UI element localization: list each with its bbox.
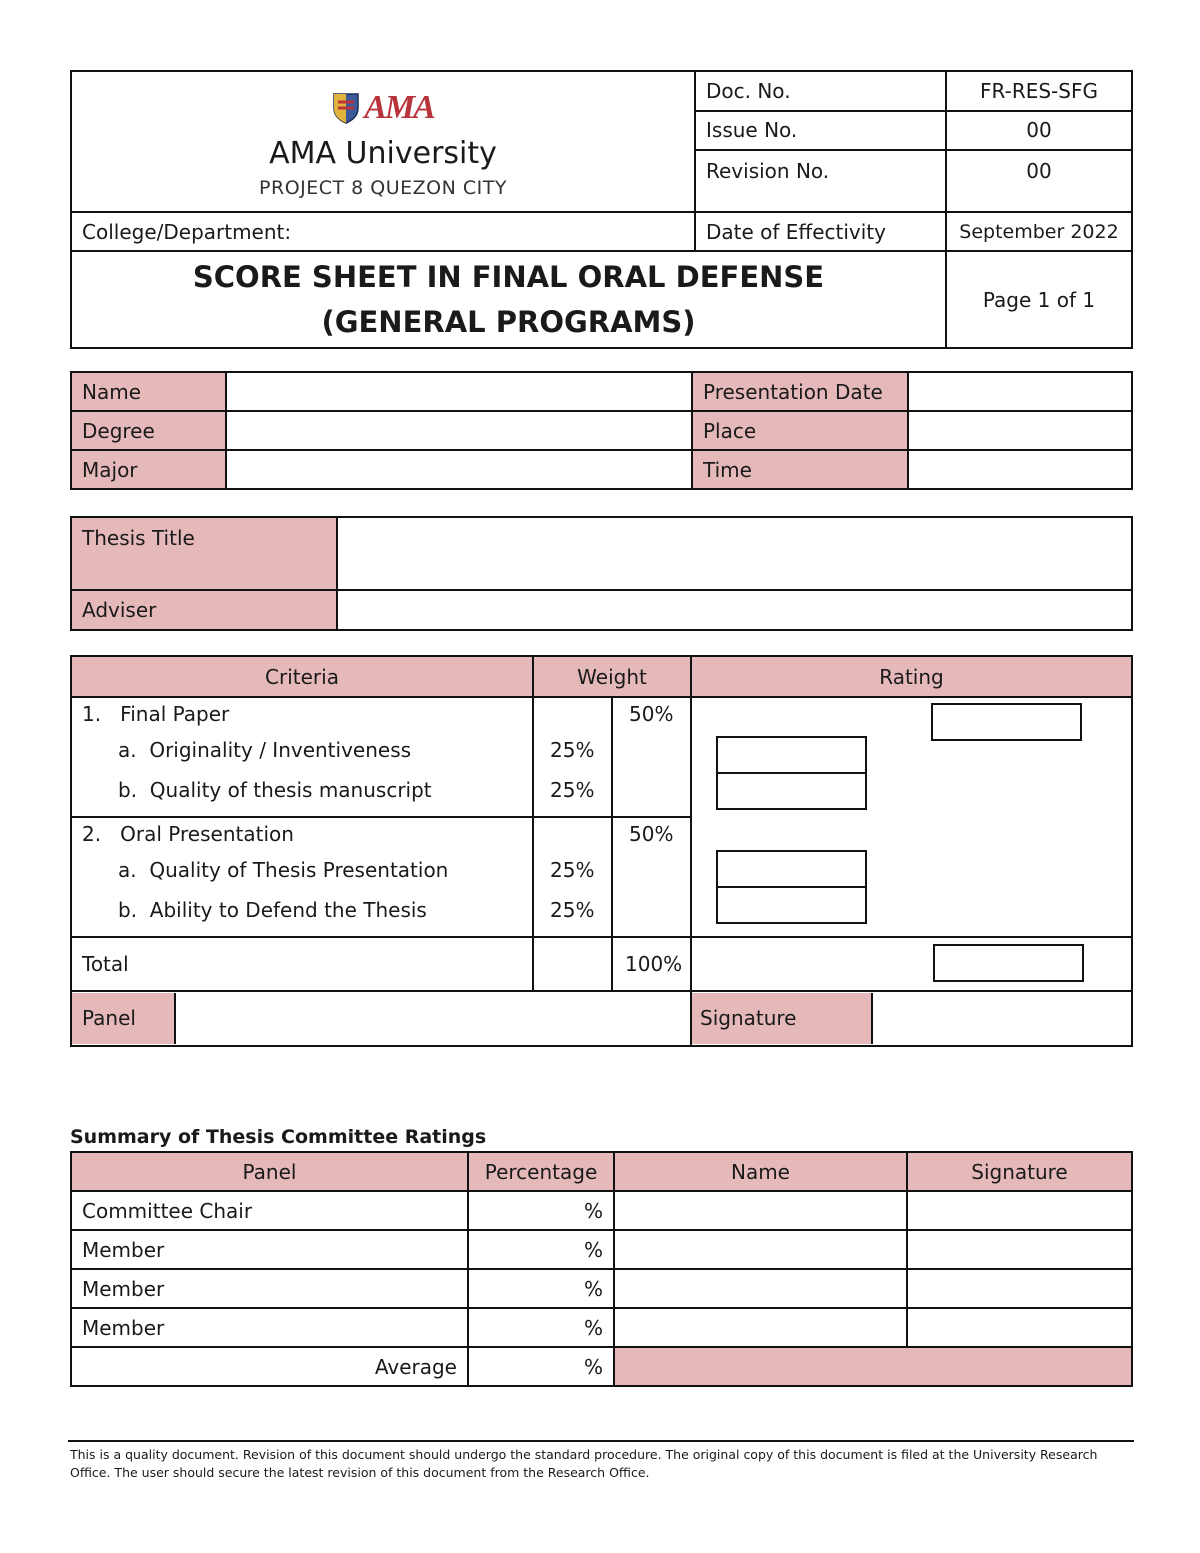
criteria-item-manuscript: Quality of thesis manuscript [149, 778, 432, 802]
weight-oral-presentation [612, 817, 691, 937]
degree-label: Degree [71, 411, 226, 450]
summary-header-percentage: Percentage [468, 1152, 614, 1191]
panel-row [71, 991, 691, 1046]
criteria-section-final-paper [71, 697, 533, 817]
summary-title: Summary of Thesis Committee Ratings [70, 1126, 487, 1148]
section-title: Final Paper [120, 702, 230, 726]
summary-percentage[interactable]: % [468, 1308, 614, 1347]
form-title [71, 251, 946, 348]
footer-divider [68, 1440, 1134, 1442]
average-label: Average [71, 1347, 468, 1386]
total-label: Total [71, 937, 533, 991]
name-field[interactable] [226, 372, 692, 411]
summary-percentage[interactable]: % [468, 1269, 614, 1308]
major-field[interactable] [226, 450, 692, 489]
average-row [71, 1347, 1132, 1386]
form-title-line1: SCORE SHEET IN FINAL ORAL DEFENSE [192, 259, 825, 294]
table-row [71, 1230, 1132, 1269]
issue-no-label: Issue No. [695, 111, 946, 151]
section-number: 2. [82, 822, 102, 846]
shield-icon [332, 92, 360, 124]
rating-header: Rating [691, 656, 1132, 697]
panel-field[interactable] [176, 993, 690, 1044]
major-label: Major [71, 450, 226, 489]
date-effectivity-label: Date of Effectivity [695, 212, 946, 251]
rating-area [691, 697, 1132, 937]
time-field[interactable] [908, 450, 1132, 489]
item-letter: b. [118, 778, 138, 802]
campus-name: PROJECT 8 QUEZON CITY [259, 177, 507, 199]
rating-box-manuscript[interactable] [716, 772, 867, 810]
thesis-title-field[interactable] [337, 517, 1132, 590]
table-row [71, 1308, 1132, 1347]
place-field[interactable] [908, 411, 1132, 450]
section-weight: 50% [629, 702, 674, 726]
date-effectivity-value: September 2022 [946, 212, 1132, 251]
university-block [71, 71, 695, 212]
criteria-table [70, 655, 1133, 1047]
summary-panel-role: Committee Chair [71, 1191, 468, 1230]
item-letter: a. [118, 738, 137, 762]
university-name: AMA University [269, 136, 497, 171]
criteria-item-presentation: Quality of Thesis Presentation [149, 858, 449, 882]
item-letter: a. [118, 858, 137, 882]
section-weight: 50% [629, 822, 674, 846]
total-rating-area [691, 937, 1132, 991]
thesis-info-table [70, 516, 1133, 631]
section-title: Oral Presentation [120, 822, 294, 846]
total-weight: 100% [612, 937, 691, 991]
doc-no-value: FR-RES-SFG [946, 71, 1132, 111]
degree-field[interactable] [226, 411, 692, 450]
panel-label: Panel [72, 993, 176, 1044]
rating-box-presentation[interactable] [716, 850, 867, 888]
summary-signature-field[interactable] [907, 1269, 1132, 1308]
summary-signature-field[interactable] [907, 1230, 1132, 1269]
doc-no-label: Doc. No. [695, 71, 946, 111]
summary-percentage[interactable]: % [468, 1230, 614, 1269]
section-number: 1. [82, 702, 102, 726]
average-shaded-cell [614, 1347, 1132, 1386]
summary-panel-role: Member [71, 1308, 468, 1347]
place-label: Place [692, 411, 908, 450]
sub-weights-oral-presentation [533, 817, 612, 937]
rating-box-final-paper[interactable] [931, 703, 1082, 741]
logo-wordmark: AMA [364, 89, 434, 126]
signature-field[interactable] [873, 993, 1131, 1044]
weight-originality: 25% [550, 738, 595, 762]
weight-header: Weight [533, 656, 691, 697]
summary-name-field[interactable] [614, 1269, 907, 1308]
summary-name-field[interactable] [614, 1191, 907, 1230]
rating-box-total[interactable] [933, 944, 1084, 982]
issue-no-value: 00 [946, 111, 1132, 151]
document-header [70, 70, 1133, 349]
student-info-table [70, 371, 1133, 490]
summary-header-panel: Panel [71, 1152, 468, 1191]
sub-weights-final-paper [533, 697, 612, 817]
summary-signature-field[interactable] [907, 1308, 1132, 1347]
revision-no-label: Revision No. [695, 150, 946, 212]
summary-header-name: Name [614, 1152, 907, 1191]
weight-final-paper [612, 697, 691, 817]
adviser-field[interactable] [337, 590, 1132, 630]
criteria-item-originality: Originality / Inventiveness [149, 738, 412, 762]
total-subweight-cell [533, 937, 612, 991]
weight-manuscript: 25% [550, 778, 595, 802]
summary-header-signature: Signature [907, 1152, 1132, 1191]
thesis-title-label: Thesis Title [71, 517, 337, 590]
summary-table [70, 1151, 1133, 1387]
item-letter: b. [118, 898, 138, 922]
page-number: Page 1 of 1 [946, 251, 1132, 348]
footer-note: This is a quality document. Revision of this document should undergo the standard procedure. The original copy of this document is filed at the University Research Office. The user should secure the latest revision of this document from the Research Office. [70, 1447, 1098, 1480]
time-label: Time [692, 450, 908, 489]
university-logo [82, 90, 684, 126]
college-department-label: College/Department: [71, 212, 695, 251]
revision-no-value: 00 [946, 150, 1132, 212]
summary-signature-field[interactable] [907, 1191, 1132, 1230]
table-row [71, 1269, 1132, 1308]
presentation-date-label: Presentation Date [692, 372, 908, 411]
criteria-item-defense: Ability to Defend the Thesis [149, 898, 427, 922]
summary-name-field[interactable] [614, 1230, 907, 1269]
criteria-header: Criteria [71, 656, 533, 697]
weight-presentation: 25% [550, 858, 595, 882]
presentation-date-field[interactable] [908, 372, 1132, 411]
weight-defense: 25% [550, 898, 595, 922]
rating-box-originality[interactable] [716, 736, 867, 774]
rating-box-defense[interactable] [716, 886, 867, 924]
name-label: Name [71, 372, 226, 411]
form-title-line2: (GENERAL PROGRAMS) [321, 304, 696, 339]
summary-panel-role: Member [71, 1269, 468, 1308]
adviser-label: Adviser [71, 590, 337, 630]
average-percentage[interactable]: % [468, 1347, 614, 1386]
summary-percentage[interactable]: % [468, 1191, 614, 1230]
table-row [71, 1191, 1132, 1230]
summary-name-field[interactable] [614, 1308, 907, 1347]
criteria-section-oral-presentation [71, 817, 533, 937]
signature-label: Signature [692, 993, 873, 1044]
summary-panel-role: Member [71, 1230, 468, 1269]
signature-row [691, 991, 1132, 1046]
